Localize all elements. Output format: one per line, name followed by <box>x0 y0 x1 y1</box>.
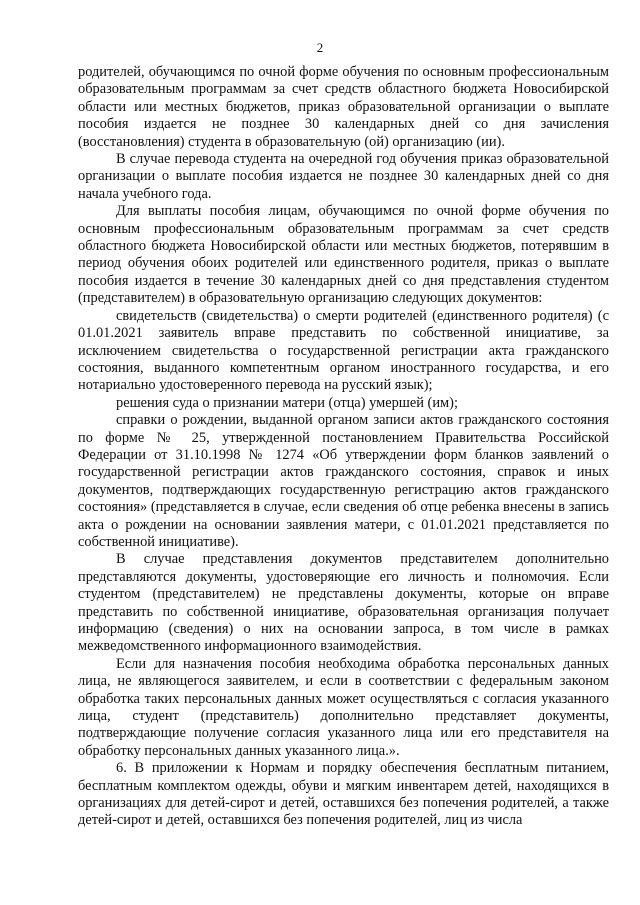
paragraph-birth-certificate: справки о рождении, выданной органом записи актов гражданского состояния по форме № 25, утвержденной постановлением Правительства Российской Федерации от 31.10.1998 № 1274 «Об утверждении форм бланков заявлений о государственной регистрации актов гражданского состояния, справок и иных документов, подтверждающих государственную регистрацию актов гражданского состояния» (представляется в случае, если сведения об отце ребенка внесены в запись акта о рождении на основании заявления матери, с 01.01.2021 представляется по собственной инициативе). <box>78 412 609 550</box>
paragraph-representative-documents: В случае представления документов представителем дополнительно представляются документы, удостоверяющие его личность и полномочия. Если студентом (представителем) не представлены документы, которые он вправе представить по собственной инициативе, образовательная организация получает информацию (сведения) о них на основании запроса, в том числе в рамках межведомственного информационного взаимодействия. <box>78 551 609 655</box>
page-number: 2 <box>316 40 324 55</box>
paragraph-item-6: 6. В приложении к Нормам и порядку обеспечения бесплатным питанием, бесплатным комплектом одежды, обуви и мягким инвентарем детей, находящихся в организациях для детей-сирот и детей, оставшихся без попечения родителей, а также детей-сирот и детей, оставшихся без попечения родителей, лиц из числа <box>78 760 609 829</box>
document-body <box>78 64 609 830</box>
paragraph-death-certificates: свидетельств (свидетельства) о смерти родителей (единственного родителя) (с 01.01.2021 заявитель вправе представить по собственной инициативе, за исключением свидетельства о государственной регистрации акта гражданского состояния, выданного компетентным органом иностранного государства, и его нотариально удостоверенного перевода на русский язык); <box>78 307 609 394</box>
paragraph-transfer-next-year: В случае перевода студента на очередной год обучения приказ образовательной организации о выплате пособия издается не позднее 30 календарных дней со дня начала учебного года. <box>78 151 609 202</box>
paragraph-continuation: родителей, обучающимся по очной форме обучения по основным профессиональным образовательным программам за счет средств областного бюджета Новосибирской области или местных бюджетов, приказ образовательной организации о выплате пособия издается не позднее 30 календарных дней со дня зачисления (восстановления) студента в образовательную (ой) организацию (ии). <box>78 64 609 150</box>
paragraph-personal-data: Если для назначения пособия необходима обработка персональных данных лица, не являющегося заявителем, и если в соответствии с федеральным законом обработка таких персональных данных может осуществляться с согласия указанного лица, студент (представитель) дополнительно представляет документы, подтверждающие получение согласия указанного лица или его представителя на обработку персональных данных указанного лица.». <box>78 655 609 759</box>
paragraph-court-decision: решения суда о признании матери (отца) умершей (им); <box>116 394 458 411</box>
paragraph-orphans-documents: Для выплаты пособия лицам, обучающимся по очной форме обучения по основным профессиональным образовательным программам за счет средств областного бюджета Новосибирской области или местных бюджетов, потерявшим в период обучения обоих родителей или единственного родителя, приказ о выплате пособия издается в течение 30 календарных дней со дня представления студентом (представителем) в образовательную организацию следующих документов: <box>78 203 609 307</box>
